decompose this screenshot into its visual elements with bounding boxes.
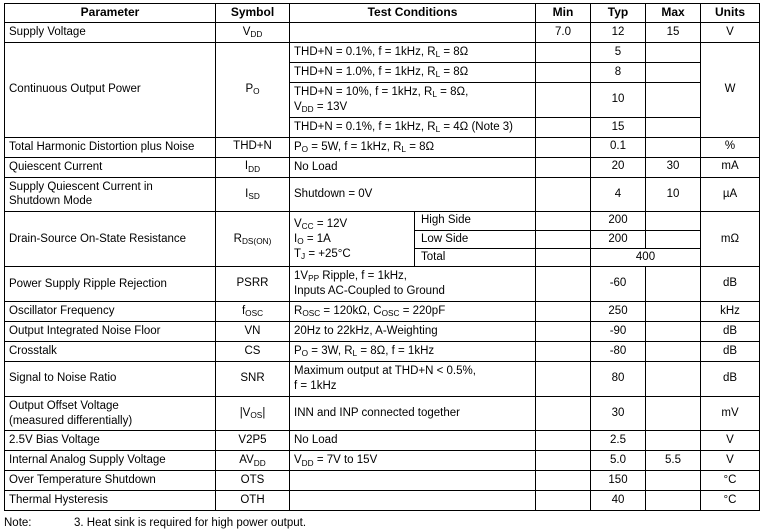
- row-test-condition-sub: Total: [415, 248, 536, 266]
- row-symbol: PSRR: [216, 267, 290, 302]
- row-test-conditions: $V_{DD} = 7V$ to 15V: [290, 451, 536, 471]
- row-typ: 150: [591, 471, 646, 491]
- table-row: [5, 361, 760, 396]
- table-body: [5, 23, 760, 511]
- row-parameter: 2.5V Bias Voltage: [5, 431, 216, 451]
- row-units: %: [701, 137, 760, 157]
- row-min: 7.0: [536, 23, 591, 43]
- row-typ: 8: [591, 62, 646, 82]
- row-min: [536, 267, 591, 302]
- header-row: [5, 4, 760, 23]
- row-typ: 5: [591, 42, 646, 62]
- electrical-characteristics-table: [4, 3, 760, 511]
- row-parameter: Quiescent Current: [5, 157, 216, 177]
- row-units: mΩ: [701, 212, 760, 267]
- table-row: [5, 137, 760, 157]
- row-typ: 10: [591, 82, 646, 117]
- table-header: [5, 4, 760, 23]
- row-symbol: THD+N: [216, 137, 290, 157]
- table-row: [5, 341, 760, 361]
- row-max: [646, 137, 701, 157]
- note-label: Note:: [4, 517, 32, 529]
- row-test-conditions: THD+N = 0.1%, f = 1kHz, $R_L = 4\Omega$ (Note 3): [290, 117, 536, 137]
- row-max: [646, 82, 701, 117]
- col-header-parameter: Parameter: [5, 4, 216, 23]
- table-row: [5, 321, 760, 341]
- row-min: [536, 301, 591, 321]
- row-units: µA: [701, 177, 760, 212]
- row-parameter: Thermal Hysteresis: [5, 491, 216, 511]
- table-row: [5, 471, 760, 491]
- row-max: [646, 321, 701, 341]
- row-units: W: [701, 42, 760, 137]
- row-max: [646, 431, 701, 451]
- row-typ: 0.1: [591, 137, 646, 157]
- table-row: [5, 451, 760, 471]
- row-min: [536, 177, 591, 212]
- row-symbol: V2P5: [216, 431, 290, 451]
- row-max: [646, 471, 701, 491]
- row-min: [536, 321, 591, 341]
- row-typ: 5.0: [591, 451, 646, 471]
- row-symbol: SNR: [216, 361, 290, 396]
- col-header-symbol: Symbol: [216, 4, 290, 23]
- row-units: kHz: [701, 301, 760, 321]
- row-typ: 30: [591, 396, 646, 431]
- col-header-units: Units: [701, 4, 760, 23]
- row-units: dB: [701, 267, 760, 302]
- row-test-conditions: $1V_{PP}$ Ripple, f = 1kHz, Inputs AC-Coupled to Ground: [290, 267, 536, 302]
- row-max: [646, 267, 701, 302]
- row-min: [536, 82, 591, 117]
- row-test-conditions: Maximum output at THD+N < 0.5%, f = 1kHz: [290, 361, 536, 396]
- row-typ: 200: [591, 212, 646, 230]
- row-symbol: VN: [216, 321, 290, 341]
- row-symbol: $|V_{OS}|$: [216, 396, 290, 431]
- table-row: [5, 157, 760, 177]
- row-units: mV: [701, 396, 760, 431]
- row-parameter: Continuous Output Power: [5, 42, 216, 137]
- row-parameter: Drain-Source On-State Resistance: [5, 212, 216, 267]
- table-row: [5, 267, 760, 302]
- row-max: [646, 491, 701, 511]
- row-test-conditions: No Load: [290, 431, 536, 451]
- row-symbol: OTS: [216, 471, 290, 491]
- row-test-condition-sub: Low Side: [415, 230, 536, 248]
- row-units: °C: [701, 491, 760, 511]
- row-parameter: Oscillator Frequency: [5, 301, 216, 321]
- row-parameter: Supply Quiescent Current in Shutdown Mode: [5, 177, 216, 212]
- row-parameter: Over Temperature Shutdown: [5, 471, 216, 491]
- row-symbol: $f_{OSC}$: [216, 301, 290, 321]
- row-parameter: Power Supply Ripple Rejection: [5, 267, 216, 302]
- table-row: [5, 301, 760, 321]
- col-header-max: Max: [646, 4, 701, 23]
- row-parameter: Total Harmonic Distortion plus Noise: [5, 137, 216, 157]
- row-min: [536, 42, 591, 62]
- row-parameter: Output Integrated Noise Floor: [5, 321, 216, 341]
- row-max: [646, 341, 701, 361]
- row-symbol: OTH: [216, 491, 290, 511]
- row-min: [536, 62, 591, 82]
- row-test-conditions: $V_{CC} = 12V$ $I_O = 1A$ $T_J = +25^\circ C$: [290, 212, 415, 267]
- table-row: [5, 212, 760, 230]
- table-row: [5, 491, 760, 511]
- row-max: [646, 361, 701, 396]
- row-typ: -60: [591, 267, 646, 302]
- row-symbol: $AV_{DD}$: [216, 451, 290, 471]
- row-typ: 12: [591, 23, 646, 43]
- row-min: [536, 491, 591, 511]
- row-max: 5.5: [646, 451, 701, 471]
- row-typ: 400: [591, 248, 701, 266]
- row-symbol: $P_O$: [216, 42, 290, 137]
- row-test-conditions: Shutdown = 0V: [290, 177, 536, 212]
- row-typ: 80: [591, 361, 646, 396]
- row-typ: 40: [591, 491, 646, 511]
- row-min: [536, 396, 591, 431]
- row-max: [646, 62, 701, 82]
- row-min: [536, 341, 591, 361]
- table-row: [5, 396, 760, 431]
- row-min: [536, 157, 591, 177]
- row-min: [536, 248, 591, 266]
- table-row: [5, 23, 760, 43]
- row-test-conditions: $P_O = 3W$, $R_L = 8\Omega$, f = 1kHz: [290, 341, 536, 361]
- row-test-conditions: 20Hz to 22kHz, A-Weighting: [290, 321, 536, 341]
- row-test-conditions: $R_{OSC} = 120k\Omega$, $C_{OSC} = 220pF$: [290, 301, 536, 321]
- row-min: [536, 471, 591, 491]
- row-typ: -90: [591, 321, 646, 341]
- row-parameter: Output Offset Voltage (measured differentially): [5, 396, 216, 431]
- row-test-conditions: [290, 471, 536, 491]
- row-max: [646, 42, 701, 62]
- row-parameter: Supply Voltage: [5, 23, 216, 43]
- row-typ: 2.5: [591, 431, 646, 451]
- row-max: [646, 396, 701, 431]
- row-test-conditions: No Load: [290, 157, 536, 177]
- row-units: V: [701, 431, 760, 451]
- row-units: dB: [701, 361, 760, 396]
- row-test-conditions: THD+N = 1.0%, f = 1kHz, $R_L = 8\Omega$: [290, 62, 536, 82]
- row-min: [536, 212, 591, 230]
- row-parameter: Crosstalk: [5, 341, 216, 361]
- row-units: V: [701, 451, 760, 471]
- table-note: [4, 517, 760, 529]
- row-units: V: [701, 23, 760, 43]
- row-min: [536, 137, 591, 157]
- row-units: °C: [701, 471, 760, 491]
- row-test-conditions: $P_O = 5W$, f = 1kHz, $R_L = 8\Omega$: [290, 137, 536, 157]
- row-test-conditions: INN and INP connected together: [290, 396, 536, 431]
- row-min: [536, 230, 591, 248]
- row-typ: 20: [591, 157, 646, 177]
- col-header-test-conditions: Test Conditions: [290, 4, 536, 23]
- row-max: 30: [646, 157, 701, 177]
- row-max: [646, 301, 701, 321]
- row-units: dB: [701, 341, 760, 361]
- row-symbol: $V_{DD}$: [216, 23, 290, 43]
- row-max: [646, 212, 701, 230]
- row-max: 15: [646, 23, 701, 43]
- row-min: [536, 361, 591, 396]
- row-min: [536, 431, 591, 451]
- row-typ: 200: [591, 230, 646, 248]
- row-min: [536, 451, 591, 471]
- table-row: [5, 42, 760, 62]
- row-test-conditions: THD+N = 0.1%, f = 1kHz, $R_L = 8\Omega$: [290, 42, 536, 62]
- row-test-conditions: [290, 491, 536, 511]
- row-test-condition-sub: High Side: [415, 212, 536, 230]
- row-units: mA: [701, 157, 760, 177]
- row-test-conditions: THD+N = 10%, f = 1kHz, $R_L = 8\Omega$, $V_{DD} = 13V$: [290, 82, 536, 117]
- col-header-typ: Typ: [591, 4, 646, 23]
- row-min: [536, 117, 591, 137]
- row-units: dB: [701, 321, 760, 341]
- row-max: [646, 117, 701, 137]
- row-symbol: CS: [216, 341, 290, 361]
- row-typ: 250: [591, 301, 646, 321]
- note-text: 3. Heat sink is required for high power output.: [74, 517, 307, 529]
- row-test-conditions: [290, 23, 536, 43]
- row-symbol: $I_{DD}$: [216, 157, 290, 177]
- row-parameter: Signal to Noise Ratio: [5, 361, 216, 396]
- table-row: [5, 177, 760, 212]
- row-symbol: $I_{SD}$: [216, 177, 290, 212]
- table-row: [5, 431, 760, 451]
- row-typ: -80: [591, 341, 646, 361]
- row-max: [646, 230, 701, 248]
- row-typ: 15: [591, 117, 646, 137]
- row-parameter: Internal Analog Supply Voltage: [5, 451, 216, 471]
- row-symbol: $R_{DS(ON)}$: [216, 212, 290, 267]
- col-header-min: Min: [536, 4, 591, 23]
- row-typ: 4: [591, 177, 646, 212]
- row-max: 10: [646, 177, 701, 212]
